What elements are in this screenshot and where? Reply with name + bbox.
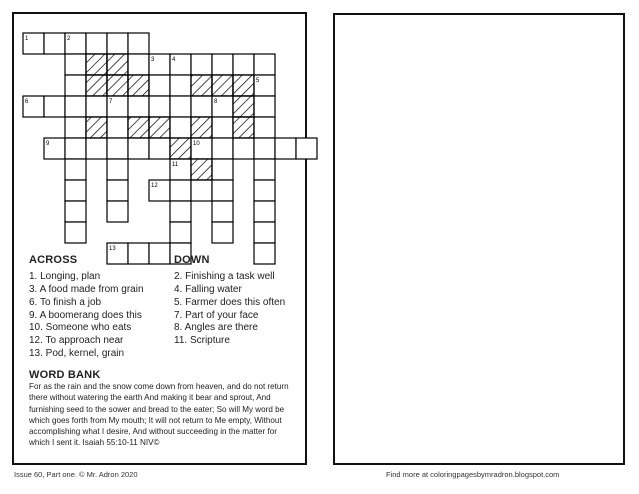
grid-cell[interactable]: [107, 117, 128, 138]
grid-cell[interactable]: [149, 75, 170, 96]
grid-cell[interactable]: [65, 222, 86, 243]
shaded-cell: [128, 75, 149, 96]
grid-cell[interactable]: [254, 243, 275, 264]
clue-number: 13: [109, 246, 116, 252]
shaded-cell: [233, 75, 254, 96]
grid-cell[interactable]: [254, 159, 275, 180]
down-clue: 8. Angles are there: [174, 322, 258, 333]
grid-cell[interactable]: [65, 159, 86, 180]
clue-number: 4: [172, 57, 176, 63]
clue-number: 8: [214, 99, 218, 105]
grid-cell[interactable]: [254, 201, 275, 222]
grid-cell[interactable]: [296, 138, 317, 159]
grid-cell[interactable]: [212, 159, 233, 180]
grid-cell[interactable]: [233, 138, 254, 159]
grid-cell[interactable]: [254, 222, 275, 243]
grid-cell[interactable]: [65, 180, 86, 201]
across-clue: 12. To approach near: [29, 335, 124, 346]
across-clue: 13. Pod, kernel, grain: [29, 348, 125, 359]
shaded-cell: [86, 75, 107, 96]
down-clue: 2. Finishing a task well: [174, 271, 275, 282]
grid-cell[interactable]: [149, 138, 170, 159]
grid-cell[interactable]: [212, 138, 233, 159]
grid-cell[interactable]: [191, 96, 212, 117]
grid-cell[interactable]: [212, 54, 233, 75]
shaded-cell: [170, 138, 191, 159]
down-heading: DOWN: [174, 254, 210, 266]
grid-cell[interactable]: [212, 222, 233, 243]
clue-number: 3: [151, 57, 155, 63]
grid-cell[interactable]: [65, 75, 86, 96]
grid-cell[interactable]: [128, 33, 149, 54]
grid-cell[interactable]: [170, 117, 191, 138]
grid-cell[interactable]: [65, 117, 86, 138]
down-clue: 11. Scripture: [174, 335, 230, 346]
grid-cell[interactable]: [191, 180, 212, 201]
grid-cell[interactable]: [170, 180, 191, 201]
shaded-cell: [86, 54, 107, 75]
grid-cell[interactable]: [212, 180, 233, 201]
across-clue: 6. To finish a job: [29, 297, 102, 308]
shaded-cell: [107, 54, 128, 75]
grid-cell[interactable]: [65, 138, 86, 159]
down-clue: 5. Farmer does this often: [174, 297, 286, 308]
grid-cell[interactable]: [107, 138, 128, 159]
across-clue: 10. Someone who eats: [29, 322, 132, 333]
grid-cell[interactable]: [254, 96, 275, 117]
clue-number: 6: [25, 99, 29, 105]
grid-cell[interactable]: [44, 96, 65, 117]
grid-cell[interactable]: [86, 96, 107, 117]
clue-number: 1: [25, 36, 29, 42]
grid-cell[interactable]: [128, 54, 149, 75]
grid-cell[interactable]: [107, 180, 128, 201]
word-bank-text: For as the rain and the snow come down from heaven, and do not return there without watering the earth And making it bear and sprout, And furnishing seed to the sower and bread to the eater; So will My word be which goes forth from My mouth; It will not return to Me empty, Without accomplishing what I desire, And without succeeding in the matter for which I sent it. Isaiah 55:10-11 NIV©: [29, 382, 289, 448]
grid-cell[interactable]: [107, 33, 128, 54]
grid-cell[interactable]: [65, 54, 86, 75]
down-clue: 4. Falling water: [174, 284, 242, 295]
grid-cell[interactable]: [65, 201, 86, 222]
grid-cell[interactable]: [107, 201, 128, 222]
grid-cell[interactable]: [254, 54, 275, 75]
grid-cell[interactable]: [254, 138, 275, 159]
clue-number: 12: [151, 183, 158, 189]
clue-number: 11: [172, 162, 179, 168]
grid-cell[interactable]: [170, 96, 191, 117]
shaded-cell: [191, 159, 212, 180]
grid-cell[interactable]: [107, 159, 128, 180]
grid-cell[interactable]: [275, 138, 296, 159]
footer-link[interactable]: Find more at coloringpagesbymradron.blogspot.com: [386, 470, 560, 479]
shaded-cell: [233, 117, 254, 138]
shaded-cell: [212, 75, 233, 96]
grid-cell[interactable]: [128, 138, 149, 159]
word-bank-heading: WORD BANK: [29, 369, 101, 381]
grid-cell[interactable]: [254, 117, 275, 138]
grid-cell[interactable]: [149, 243, 170, 264]
grid-cell[interactable]: [212, 201, 233, 222]
grid-cell[interactable]: [149, 96, 170, 117]
down-clue: 7. Part of your face: [174, 310, 259, 321]
shaded-cell: [149, 117, 170, 138]
footer-credit: Issue 60, Part one. © Mr. Adron 2020: [14, 470, 138, 479]
shaded-cell: [233, 96, 254, 117]
clue-number: 9: [46, 141, 50, 147]
clue-number: 5: [256, 78, 260, 84]
grid-cell[interactable]: [128, 243, 149, 264]
shaded-cell: [107, 75, 128, 96]
clue-number: 10: [193, 141, 200, 147]
grid-cell[interactable]: [170, 222, 191, 243]
grid-cell[interactable]: [212, 117, 233, 138]
across-clue: 9. A boomerang does this: [29, 310, 142, 321]
clue-number: 2: [67, 36, 71, 42]
shaded-cell: [86, 117, 107, 138]
grid-cell[interactable]: [170, 201, 191, 222]
grid-cell[interactable]: [170, 75, 191, 96]
grid-cell[interactable]: [128, 96, 149, 117]
across-clue: 3. A food made from grain: [29, 284, 144, 295]
grid-cell[interactable]: [44, 33, 65, 54]
grid-cell[interactable]: [86, 33, 107, 54]
across-clue: 1. Longing, plan: [29, 271, 101, 282]
grid-cell[interactable]: [191, 54, 212, 75]
across-heading: ACROSS: [29, 254, 78, 266]
shaded-cell: [191, 75, 212, 96]
shaded-cell: [128, 117, 149, 138]
grid-cell[interactable]: [86, 138, 107, 159]
clue-number: 7: [109, 99, 113, 105]
grid-cell[interactable]: [233, 54, 254, 75]
grid-cell[interactable]: [65, 96, 86, 117]
shaded-cell: [191, 117, 212, 138]
grid-cell[interactable]: [254, 180, 275, 201]
